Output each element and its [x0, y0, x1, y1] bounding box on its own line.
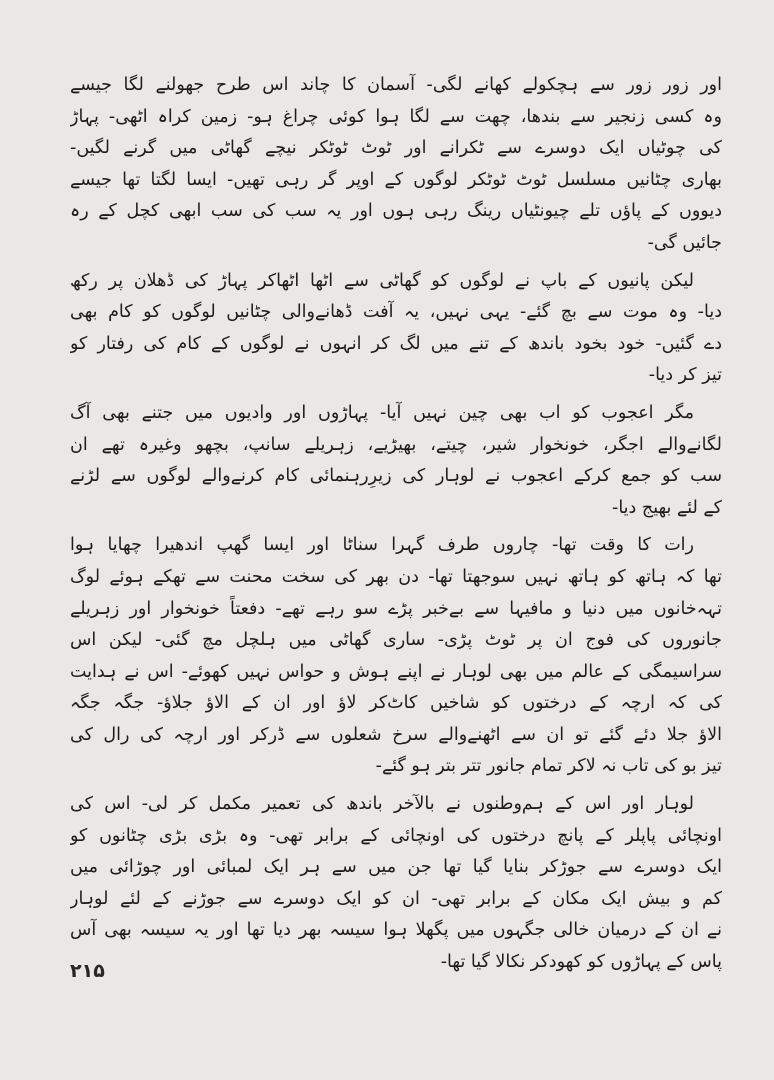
text-line: اونچائی پاپلر کے پانچ درختوں کی اونچائی کے برابر تھی- وہ بڑی بڑی چٹانوں کو	[70, 825, 722, 846]
text-line: پاس کے پہاڑوں کو کھودکر نکالا گیا تھا-	[440, 952, 722, 973]
page-number: ۲۱۵	[70, 960, 105, 982]
paragraph	[70, 70, 722, 260]
text-line: ایک دوسرے سے جوڑکر بنایا گیا تھا جن میں سے ہر ایک لمبائی اور چوڑائی میں	[70, 857, 722, 878]
text-line: اور زور زور سے ہچکولے کھانے لگی- آسمان کا چاند اس طرح جھولنے لگا جیسے	[70, 75, 722, 95]
text-line: تھا کہ ہاتھ کو ہاتھ نہیں سوجھتا تھا- دن بھر کی سخت محنت سے تھکے ہوئے لوگ	[70, 566, 722, 587]
text-line: جانوروں کی فوج ان پر ٹوٹ پڑی- ساری گھاٹی میں ہلچل مچ گئی- لیکن اس	[70, 630, 722, 651]
text-line: دے گئیں- خود بخود باندھ کے تنے میں لگ کر انہوں نے لوگوں کے کام کی رفتار کو	[70, 333, 722, 354]
text-line: سراسیمگی کے عالم میں بھی لوہار نے اپنے ہوش و حواس نہیں کھوئے- اس نے ہدایت	[70, 661, 722, 682]
paragraph	[70, 530, 722, 783]
text-line: رات کا وقت تھا- چاروں طرف گہرا سناٹا اور ایسا گھپ اندھیرا چھایا ہوا	[70, 535, 694, 556]
text-line: لوہار اور اس کے ہم‌وطنوں نے بالآخر باندھ کی تعمیر مکمل کر لی- اس کی	[70, 794, 694, 815]
paragraph	[70, 789, 722, 979]
text-line: وہ کسی زنجیر سے بندھا، چھت سے لگا ہوا کوئی چراغ ہو- زمین کراہ اٹھی- پہاڑ	[70, 106, 722, 127]
text-line: لگانےوالے اجگر، خونخوار شیر، چیتے، بھیڑیے، زہریلے سانپ، بچھو وغیرہ تھے ان	[70, 434, 722, 455]
text-line: مگر اعجوب کو اب بھی چین نہیں آیا- پہاڑوں اور وادیوں میں جتنے بھی آگ	[70, 402, 694, 423]
text-line: کم و بیش ایک مکان کے برابر تھی- ان کو ایک دوسرے سے جوڑنے کے لئے لوہار	[70, 888, 722, 909]
text-line: نے ان کے درمیان خالی جگہوں میں پگھلا ہوا سیسہ بھر دیا تھا اور یہ سیسہ بھی آس	[70, 920, 722, 941]
text-line: کے لئے بھیج دیا-	[612, 497, 722, 518]
text-line: تیز بو کی تاب نہ لاکر تمام جانور تتر بتر ہو گئے-	[375, 756, 722, 777]
body-text	[70, 70, 722, 979]
text-line: دیووں کے پاؤں تلے چیونٹیاں رینگ رہی ہوں اور یہ سب کی سب ابھی کچل کے رہ	[70, 201, 722, 222]
text-line: الاؤ جلا دئے گئے تو ان سے اٹھنےوالے سرخ شعلوں سے ڈرکر اور ارچہ کی رال کی	[70, 724, 722, 745]
text-line: کی کہ ارچہ کے درختوں کو شاخیں کاٹ‌کر لاؤ اور ان کے الاؤ جلاؤ- جگہ جگہ	[70, 693, 722, 714]
text-line: جائیں گی-	[647, 232, 722, 253]
text-line: کی چوٹیاں ایک دوسرے سے ٹکرانے اور ٹوٹ ٹوٹکر نیچے گھاٹی میں گرنے لگیں-	[70, 138, 722, 159]
paragraph	[70, 266, 722, 392]
text-line: بھاری چٹانیں مسلسل ٹوٹ ٹوٹکر لوگوں کے اوپر گر رہی تھیں- ایسا لگتا تھا جیسے	[70, 169, 722, 190]
text-line: سب کو جمع کرکے اعجوب نے لوہار کی زیرِرہنمائی کام کرنےوالے لوگوں سے لڑنے	[70, 466, 722, 487]
text-line: دیا- وہ موت سے بچ گئے- یہی نہیں، یہ آفت ڈھانےوالی چٹانیں لوگوں کو کام بھی	[70, 302, 722, 323]
text-line: تیز کر دیا-	[648, 365, 722, 386]
text-line: لیکن پانیوں کے باپ نے لوگوں کو گھاٹی سے اٹھا اٹھاکر پہاڑ کی ڈھلان پر رکھ	[70, 270, 694, 291]
text-line: تہہ‌خانوں میں دنیا و مافیہا سے بےخبر پڑے سو رہے تھے- دفعتاً خونخوار اور زہریلے	[70, 598, 722, 619]
paragraph	[70, 398, 722, 524]
